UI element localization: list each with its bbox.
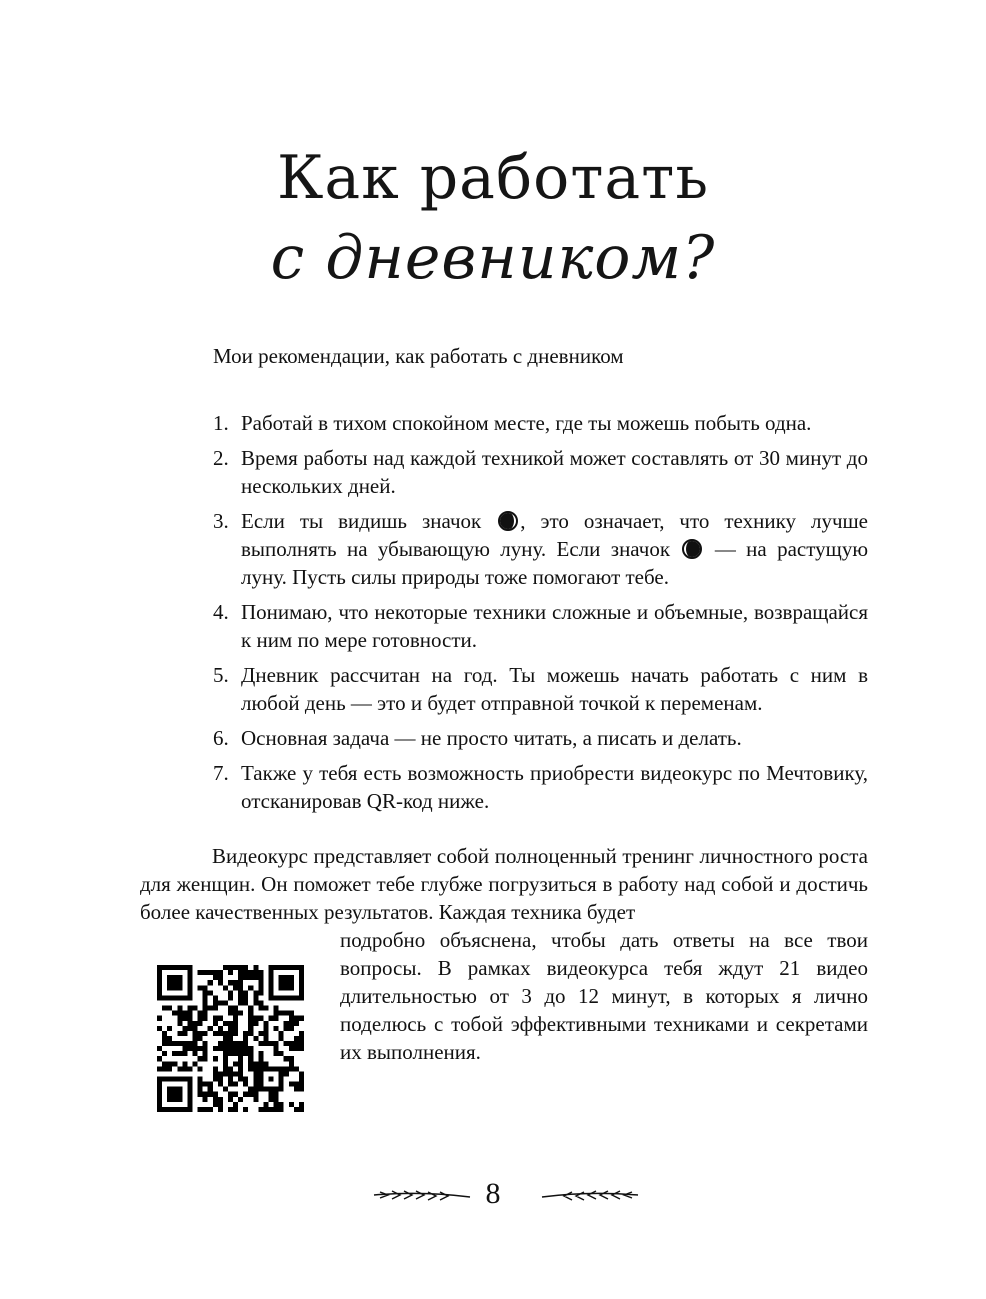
list-text-part: — на растущую луну. Пусть силы природы тоже помогают тебе.: [241, 537, 869, 589]
list-text: [241, 507, 868, 591]
list-text: Работай в тихом спокойном месте, где ты можешь побыть одна.: [241, 411, 812, 435]
videocourse-paragraph-continued: подробно объяснена, чтобы дать ответы на все твои вопросы. В рамках видеокурса тебя ждут 21 видео длительностью от 3 до 12 минут, в которых я лично поделюсь с тобой эффективными техниками и секретами их выполнения.: [340, 928, 868, 1064]
list-text: Понимаю, что некоторые техники сложные и объемные, возвращайся к ним по мере готовности.: [241, 600, 868, 652]
right-branch-icon: [540, 1183, 640, 1207]
list-number: 6.: [213, 726, 229, 750]
list-item: [213, 507, 868, 591]
list-text-part: , это означает, что технику лучше выполнять на убывающую луну. Если значок: [241, 509, 869, 561]
list-item: [213, 724, 868, 752]
list-number: 1.: [213, 411, 229, 435]
page-number: 8: [485, 1177, 501, 1210]
paragraph-text: Видеокурс представляет собой полноценный тренинг личностного роста для женщин. Он поможет тебе глубже погрузиться в работу над собой и достичь более качественных результатов. Каждая техника будет: [140, 844, 868, 924]
list-text: Дневник рассчитан на год. Ты можешь начать работать с ним в любой день — это и будет отправной точкой к переменам.: [241, 663, 868, 715]
list-number: 7.: [213, 761, 229, 785]
intro-text: Мои рекомендации, как работать с дневником: [213, 344, 624, 368]
left-branch-icon: [372, 1183, 472, 1207]
list-item: [213, 598, 868, 654]
list-text: Также у тебя есть возможность приобрести видеокурс по Мечтовику, отсканировав QR-код ниже.: [241, 761, 868, 813]
qr-code-icon[interactable]: [157, 965, 304, 1112]
list-number: 5.: [213, 663, 229, 687]
list-number: 4.: [213, 600, 229, 624]
list-item: [213, 759, 868, 815]
list-item: [213, 409, 868, 437]
title-line-1: Как работать: [276, 143, 710, 213]
list-item: [213, 444, 868, 500]
list-text: Время работы над каждой техникой может составлять от 30 минут до нескольких дней.: [241, 446, 868, 498]
title-line-2: с дневником?: [270, 223, 716, 293]
waxing-moon-icon: [682, 539, 702, 559]
waning-moon-icon: [498, 511, 518, 531]
page-footer: [0, 1175, 986, 1215]
list-text: Основная задача — не просто читать, а писать и делать.: [241, 726, 742, 750]
list-number: 2.: [213, 446, 229, 470]
list-text-part: Если ты видишь значок: [241, 509, 482, 533]
videocourse-paragraph: [140, 842, 868, 926]
list-item: [213, 661, 868, 717]
recommendations-list: [213, 409, 868, 822]
list-number: 3.: [213, 509, 229, 533]
page-title: [0, 138, 986, 298]
